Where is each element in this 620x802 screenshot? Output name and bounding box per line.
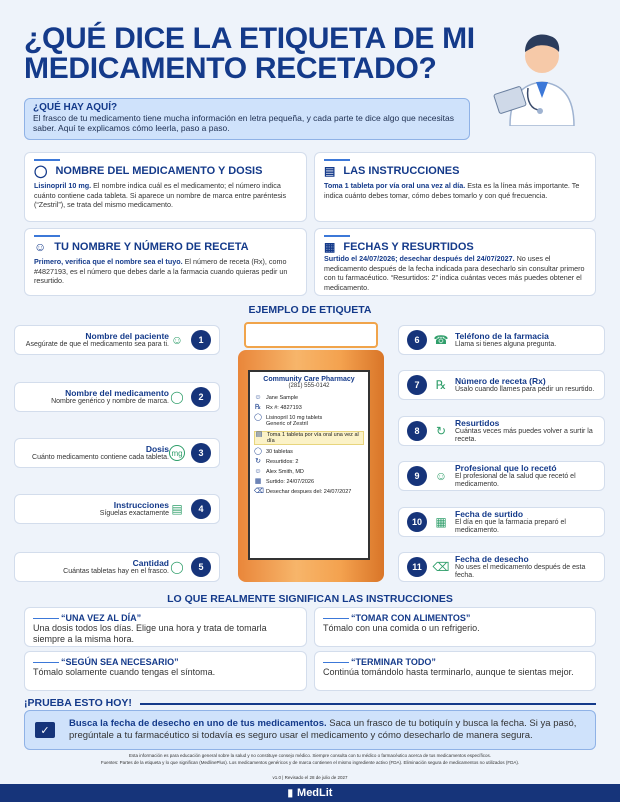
meaning-as-needed: “SEGÚN SEA NECESARIO” Tómalo solamente cuando tengas el síntoma.: [24, 651, 307, 691]
callout-9: 9 ☺ Profesional que lo recetó El profesional de la salud que recetó el medicamento.: [398, 461, 605, 491]
refill-icon: ↻: [435, 424, 447, 438]
pill-icon: ◯: [170, 390, 184, 404]
brand-name: MedLit: [297, 787, 333, 799]
label-sig: Toma 1 tableta por vía oral una vez al día: [267, 432, 359, 444]
meanings-title: LO QUE REALMENTE SIGNIFICAN LAS INSTRUCCIONES: [167, 593, 453, 605]
label-qty: 30 tabletas: [266, 449, 293, 455]
label-patient: Jane Sample: [266, 395, 299, 401]
pill-icon: ◯: [34, 164, 48, 178]
disclaimer: Esta información es para educación general sobre la salud y no constituye consejo médico. Siempre consulta con tu médico o farmacéutico acerca de tus medicamentos específicos.: [129, 753, 491, 758]
label-prescriber: Alex Smith, MD: [266, 469, 304, 475]
label-filled: Surtido: 24/07/2026: [266, 479, 315, 485]
calendar-icon: ▦: [324, 240, 336, 254]
person-icon: ☺: [34, 240, 47, 254]
try-box: ✓ Busca la fecha de desecho en uno de tus medicamentos. Saca un frasco de tu botiquín y busca la fecha. Si ya pasó, pregúntale a tu farmacéutico si todavía es seguro usar el medicamento y cómo desecharlo de manera segura.: [24, 710, 596, 750]
callout-5: Cantidad Cuántas tabletas hay en el frasco. ◯ 5: [14, 552, 220, 582]
example-title: EJEMPLO DE ETIQUETA: [248, 304, 372, 316]
document-icon: ▤: [324, 164, 336, 178]
person-icon: ☺: [170, 333, 184, 347]
page-title: ¿QUÉ DICE LA ETIQUETA DE MI MEDICAMENTO RECETADO?: [24, 22, 475, 85]
person-icon: ☺: [254, 468, 262, 475]
callout-1: Nombre del paciente Asegúrate de que el medicamento sea para ti. ☺ 1: [14, 325, 220, 355]
meaning-with-food: “TOMAR CON ALIMENTOS” Tómalo con una comida o un refrigerio.: [314, 607, 596, 647]
try-heading: ¡PRUEBA ESTO HOY!: [24, 697, 132, 709]
document-icon: ▤: [255, 431, 263, 438]
pill-icon: ◯: [170, 560, 184, 574]
pill-icon: ◯: [254, 448, 262, 455]
intro-box: [24, 98, 470, 140]
callout-3: Dosis Cuánto medicamento contiene cada tableta. mg 3: [14, 438, 220, 468]
label-drug: Lisinopril 10 mg tablets: [266, 415, 323, 421]
label-pharmacy: Community Care Pharmacy: [263, 376, 355, 383]
callout-10: 10 ▦ Fecha de surtido El día en que la farmacia preparó el medicamento.: [398, 507, 605, 537]
document-icon: ▤: [171, 502, 183, 516]
calendar-icon: ▦: [435, 515, 447, 529]
refill-icon: ↻: [255, 458, 261, 465]
trash-icon: ⌫: [254, 488, 264, 495]
label-rx: Rx #: 4827193: [266, 405, 302, 411]
callout-6: 6 ☎ Teléfono de la farmacia Llama si tienes alguna pregunta.: [398, 325, 605, 355]
trash-icon: ⌫: [432, 560, 450, 574]
section-drug-name: ◯ NOMBRE DEL MEDICAMENTO Y DOSIS Lisinopril 10 mg. El nombre indica cuál es el medicamento; el número indica cuánto contiene cada tableta. Si aparece un nombre de marca entre paréntesis (“Zestril”), se trata del mismo medicamento.: [24, 152, 307, 222]
label-generic: Generic of Zestril: [266, 421, 308, 427]
mg-icon: mg: [169, 445, 185, 461]
checkmark-icon: ✓: [35, 722, 55, 738]
brand-bar: [0, 784, 620, 802]
phone-icon: ☎: [433, 333, 449, 347]
section-name-rx: ☺ TU NOMBRE Y NÚMERO DE RECETA Primero, verifica que el nombre sea el tuyo. El número de receta (Rx), como #4827193, es el número que debes darle a la farmacia cuando quieras pedir un resurtido.: [24, 228, 307, 296]
section-instructions: ▤ LAS INSTRUCCIONES Toma 1 tableta por vía oral una vez al día. Esta es la línea más importante. Te indica cuánto debes tomar, cómo debes tomarlo y con qué frecuencia.: [314, 152, 596, 222]
meaning-finish-all: “TERMINAR TODO” Continúa tomándolo hasta terminarlo, aunque te sientas mejor.: [314, 651, 596, 691]
callout-8: 8 ↻ Resurtidos Cuántas veces más puedes volver a surtir la receta.: [398, 416, 605, 446]
calendar-icon: ▦: [254, 478, 262, 485]
callout-7: 7 ℞ Número de receta (Rx) Úsalo cuando llames para pedir un resurtido.: [398, 370, 605, 400]
pill-icon: ◯: [254, 414, 262, 421]
book-icon: ▮: [287, 787, 294, 799]
callout-2: Nombre del medicamento Nombre genérico y nombre de marca. ◯ 2: [14, 382, 220, 412]
bottle-cap: [244, 322, 378, 348]
label-refills: Resurtidos: 2: [266, 459, 299, 465]
section-dates-refills: ▦ FECHAS Y RESURTIDOS Surtido el 24/07/2026; desechar después del 24/07/2027. No uses el medicamento después de la fecha indicada para desecharlo sin consultar primero con tu farmacéutico. “Resurtidos: 2” indica cuántas veces más puedes obtener el medicamento.: [314, 228, 596, 296]
callout-11: 11 ⌫ Fecha de desecho No uses el medicamento después de esta fecha.: [398, 552, 605, 582]
version: v1.0 | Revisado el 28 de julio de 2027: [272, 775, 348, 780]
intro-text: El frasco de tu medicamento tiene mucha información en letra pequeña, y cada parte te dice algo que necesitas saber. Aquí te explicamos cómo leerla, paso a paso.: [33, 113, 455, 133]
callout-4: Instrucciones Síguelas exactamente ▤ 4: [14, 494, 220, 524]
doctor-illustration: [492, 18, 592, 126]
rx-icon: ℞: [435, 378, 447, 392]
rx-icon: ℞: [254, 404, 262, 411]
prescription-label: [248, 370, 370, 560]
label-phone: (281) 555-0142: [288, 383, 330, 389]
intro-heading: ¿QUÉ HAY AQUÍ?: [33, 102, 118, 113]
person-icon: ☺: [254, 394, 262, 401]
sources: Fuentes: Partes de la etiqueta y lo que significan (MedlinePlus). Los medicamentos genéricos y de marca contienen el mismo ingrediente activo (FDA). Eliminación segura de medicamentos no utilizados (FDA).: [100, 760, 520, 765]
person-icon: ☺: [434, 469, 448, 483]
meaning-once-daily: “UNA VEZ AL DÍA” Una dosis todos los días. Elige una hora y trata de tomarla siempre a la misma hora.: [24, 607, 307, 647]
label-discard: Desechar despues del: 24/07/2027: [266, 489, 352, 495]
